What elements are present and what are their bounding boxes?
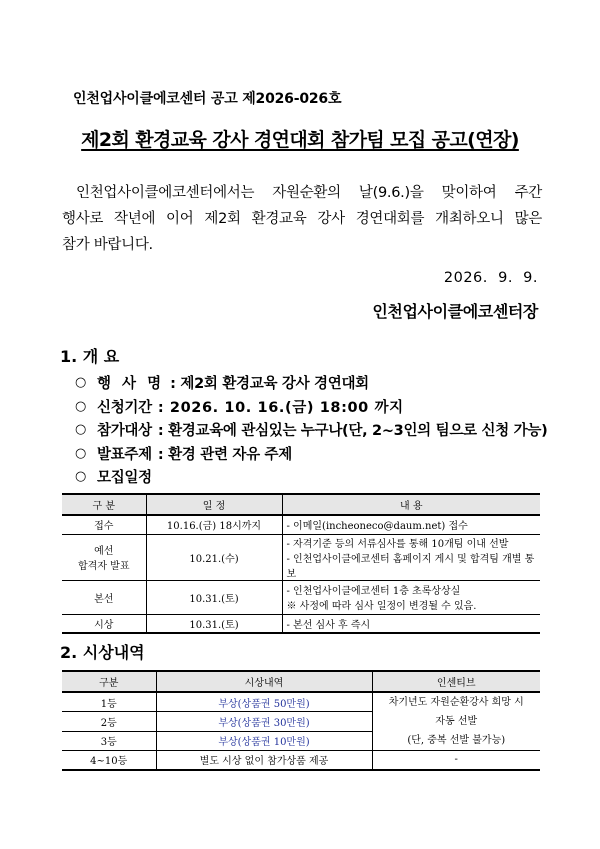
table-row xyxy=(62,614,540,633)
schedule-date: 10.31.(토) xyxy=(146,614,282,633)
page-title-text: 제2회 환경교육 강사 경연대회 참가팀 모집 공고(연장) xyxy=(81,129,519,151)
schedule-content: - 본선 심사 후 즉시 xyxy=(282,614,540,633)
schedule-date: 10.16.(금) 18시까지 xyxy=(146,515,282,534)
overview-label: 참가대상 xyxy=(97,423,152,440)
table-row xyxy=(62,692,540,712)
schedule-header-date: 일 정 xyxy=(146,494,282,515)
section-2-heading: 2. 시상내역 xyxy=(60,643,145,662)
awards-header-prize: 시상내역 xyxy=(156,671,372,692)
overview-item-event-name xyxy=(75,371,547,395)
circle-bullet-icon: ○ xyxy=(75,445,87,461)
overview-list xyxy=(75,371,547,489)
award-incentive-line: 자동 선발 xyxy=(435,716,478,727)
award-incentive xyxy=(372,692,540,751)
table-row xyxy=(62,751,540,770)
overview-value: : 2026. 10. 16.(금) 18:00 까지 xyxy=(157,399,404,416)
overview-item-schedule xyxy=(75,465,547,489)
award-prize: 부상(상품권 10만원) xyxy=(156,731,372,751)
award-prize: 부상(상품권 30만원) xyxy=(156,712,372,732)
table-row xyxy=(62,534,540,580)
overview-label: 신청기간 xyxy=(97,399,152,416)
notice-number: 인천업사이클에코센터 공고 제2026-026호 xyxy=(73,91,342,107)
schedule-content xyxy=(282,534,540,580)
intro-line-3: 참가 바랍니다. xyxy=(62,237,153,253)
intro-line-2: 행사로 작년에 이어 제2회 환경교육 강사 경연대회를 개최하오니 많은 xyxy=(62,211,542,227)
schedule-content: - 이메일(incheoneco@daum.net) 접수 xyxy=(282,515,540,534)
award-rank: 2등 xyxy=(62,712,156,732)
schedule-stage-line: 예선 xyxy=(94,546,114,557)
award-prize: 별도 시상 없이 참가상품 제공 xyxy=(156,751,372,770)
schedule-content xyxy=(282,580,540,614)
circle-bullet-icon: ○ xyxy=(75,469,87,485)
schedule-stage: 본선 xyxy=(62,580,146,614)
overview-label: 모집일정 xyxy=(97,470,152,487)
schedule-content-line: - 인천업사이클에코센터 홈페이지 게시 및 합격팀 개별 통보 xyxy=(286,553,535,580)
schedule-header-row xyxy=(62,494,540,515)
awards-header-rank: 구분 xyxy=(62,671,156,692)
schedule-date: 10.21.(수) xyxy=(146,534,282,580)
award-incentive-line: 차기년도 자원순환강사 희망 시 xyxy=(388,697,524,708)
page-title xyxy=(0,125,600,152)
schedule-content-line: - 자격기준 등의 서류심사를 통해 10개팀 이내 선발 xyxy=(286,538,509,550)
circle-bullet-icon: ○ xyxy=(75,422,87,438)
overview-label: 발표주제 xyxy=(97,446,152,463)
schedule-stage: 시상 xyxy=(62,614,146,633)
issuer-name: 인천업사이클에코센터장 xyxy=(372,302,538,321)
overview-item-topic xyxy=(75,442,547,466)
award-prize: 부상(상품권 50만원) xyxy=(156,692,372,712)
schedule-table xyxy=(62,493,540,634)
intro-paragraph xyxy=(62,180,542,258)
schedule-stage: 접수 xyxy=(62,515,146,534)
overview-item-period xyxy=(75,395,547,419)
section-1-heading: 1. 개 요 xyxy=(60,347,120,366)
table-row xyxy=(62,580,540,614)
schedule-content-line: ※ 사정에 따라 심사 일정이 변경될 수 있음. xyxy=(286,601,477,612)
schedule-header-content: 내 용 xyxy=(282,494,540,515)
schedule-stage-line: 합격자 발표 xyxy=(78,561,130,572)
award-rank: 1등 xyxy=(62,692,156,712)
circle-bullet-icon: ○ xyxy=(75,398,87,414)
circle-bullet-icon: ○ xyxy=(75,375,87,391)
schedule-stage xyxy=(62,534,146,580)
awards-table xyxy=(62,670,540,771)
awards-header-row xyxy=(62,671,540,692)
table-row xyxy=(62,515,540,534)
award-incentive: - xyxy=(372,751,540,770)
overview-item-target xyxy=(75,418,547,442)
overview-value: : 제2회 환경교육 강사 경연대회 xyxy=(170,376,369,393)
notice-date: 2026. 9. 9. xyxy=(443,270,538,286)
intro-line-1: 인천업사이클에코센터에서는 자원순환의 날(9.6.)을 맞이하여 주간 xyxy=(76,185,542,201)
overview-value: : 환경교육에 관심있는 누구나(단, 2~3인의 팀으로 신청 가능) xyxy=(157,423,548,440)
award-rank: 4~10등 xyxy=(62,751,156,770)
awards-header-incentive: 인센티브 xyxy=(372,671,540,692)
schedule-header-stage: 구 분 xyxy=(62,494,146,515)
schedule-content-line: - 인천업사이클에코센터 1층 초록상상실 xyxy=(286,586,461,597)
schedule-date: 10.31.(토) xyxy=(146,580,282,614)
overview-value: : 환경 관련 자유 주제 xyxy=(157,446,292,463)
award-rank: 3등 xyxy=(62,731,156,751)
award-incentive-line: (단, 중복 선발 불가능) xyxy=(407,735,506,746)
overview-label: 행 사 명 xyxy=(97,376,165,393)
